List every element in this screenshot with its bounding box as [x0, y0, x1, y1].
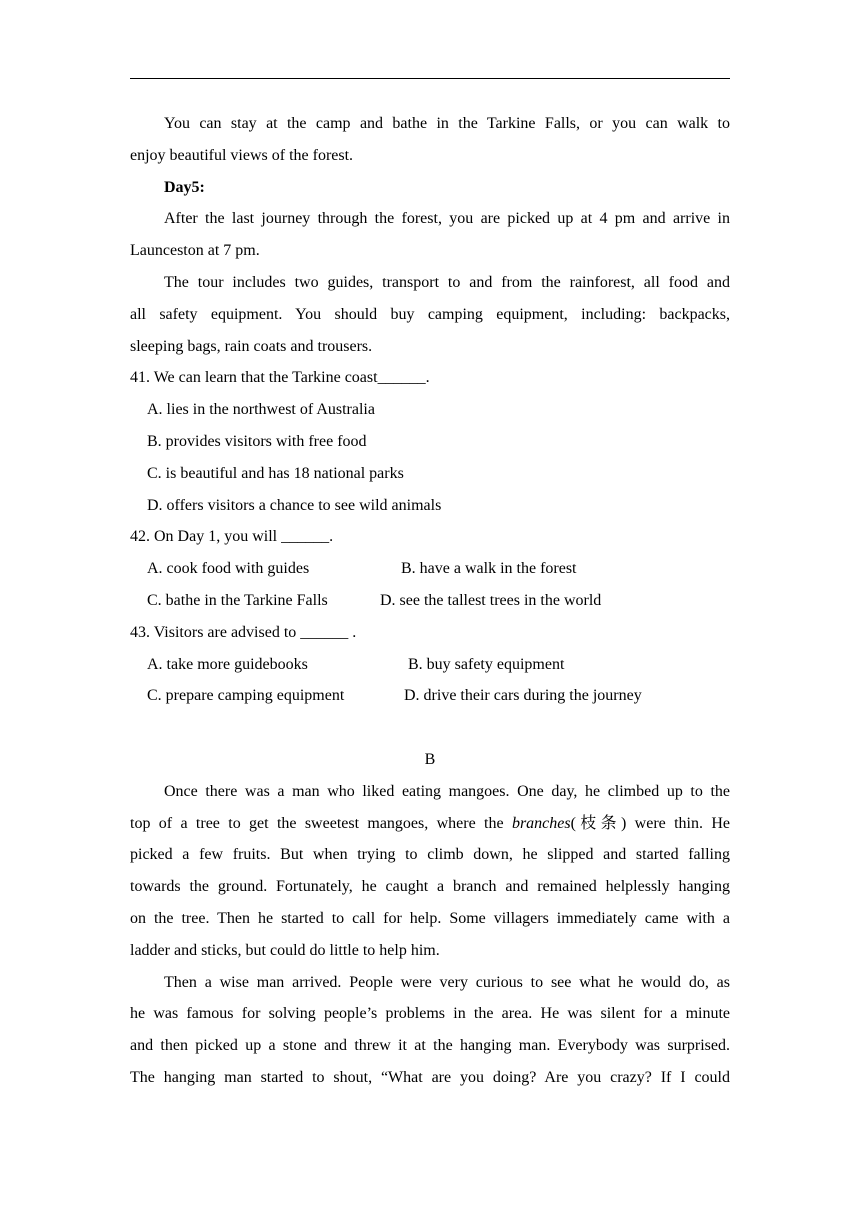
question-43-option-d: D. drive their cars during the journey [404, 687, 642, 705]
story-p2-line-2: he was famous for solving people’s problems in the area. He was silent for a minute [130, 1005, 730, 1023]
story-p2-line-3: and then picked up a stone and threw it at the hanging man. Everybody was surprised. [130, 1037, 730, 1055]
day5-paragraph-line-2: Launceston at 7 pm. [130, 242, 260, 260]
tour-info-line-2: all safety equipment. You should buy camping equipment, including: backpacks, [130, 305, 730, 323]
question-43-stem: 43. Visitors are advised to ______ . [130, 623, 357, 641]
question-41-option-a: A. lies in the northwest of Australia [147, 401, 375, 419]
spacer [130, 712, 730, 744]
story-p1-line-5: on the tree. Then he started to call for help. Some villagers immediately came with a [130, 909, 730, 927]
header-rule [130, 78, 730, 79]
question-43-option-c: C. prepare camping equipment [147, 687, 345, 705]
day4-paragraph-line-2: enjoy beautiful views of the forest. [130, 146, 354, 164]
story-p1-line-4: towards the ground. Fortunately, he caught a branch and remained helplessly hanging [130, 878, 730, 896]
tour-info-line-3: sleeping bags, rain coats and trousers. [130, 337, 373, 355]
story-p2-line-1: Then a wise man arrived. People were very curious to see what he would do, as [164, 973, 730, 991]
story-p1-line-2-pre: top of a tree to get the sweetest mangoes, where the [130, 814, 512, 832]
story-p1-line-2-post: (枝条) were thin. He [570, 814, 730, 832]
question-42-options-row-2 [130, 585, 730, 617]
story-p1-line-3: picked a few fruits. But when trying to climb down, he slipped and started falling [130, 846, 730, 864]
tour-info-line-1: The tour includes two guides, transport to and from the rainforest, all food and [164, 273, 730, 291]
question-42-option-a: A. cook food with guides [147, 560, 310, 578]
question-43-options-row-1 [130, 649, 730, 681]
question-42-option-d: D. see the tallest trees in the world [380, 591, 602, 609]
story-p2-line-4: The hanging man started to shout, “What are you doing? Are you crazy? If I could [130, 1068, 730, 1086]
day5-paragraph-line-1: After the last journey through the forest, you are picked up at 4 pm and arrive in [164, 210, 730, 228]
branches-term: branches [511, 814, 571, 832]
question-43-options-row-2 [130, 680, 730, 712]
question-43-option-b: B. buy safety equipment [408, 655, 565, 673]
question-41-option-c: C. is beautiful and has 18 national parks [147, 464, 404, 482]
story-p1-line-6: ladder and sticks, but could do little to help him. [130, 941, 440, 959]
question-42-option-c: C. bathe in the Tarkine Falls [147, 591, 328, 609]
day4-paragraph-line-1: You can stay at the camp and bathe in the Tarkine Falls, or you can walk to [164, 115, 730, 132]
question-43-option-a: A. take more guidebooks [147, 655, 308, 673]
question-42-stem: 42. On Day 1, you will ______. [130, 528, 334, 546]
section-b-label: B [424, 750, 436, 768]
page-content [130, 108, 730, 1094]
question-41-stem: 41. We can learn that the Tarkine coast______. [130, 369, 430, 387]
question-41-option-d: D. offers visitors a chance to see wild animals [147, 496, 442, 514]
question-42-option-b: B. have a walk in the forest [401, 560, 577, 578]
question-41-option-b: B. provides visitors with free food [147, 432, 367, 450]
day5-heading: Day5: [164, 178, 205, 196]
story-p1-line-1: Once there was a man who liked eating mangoes. One day, he climbed up to the [164, 782, 730, 800]
question-42-options-row-1 [130, 553, 730, 585]
story-p1-line-2 [130, 808, 730, 840]
